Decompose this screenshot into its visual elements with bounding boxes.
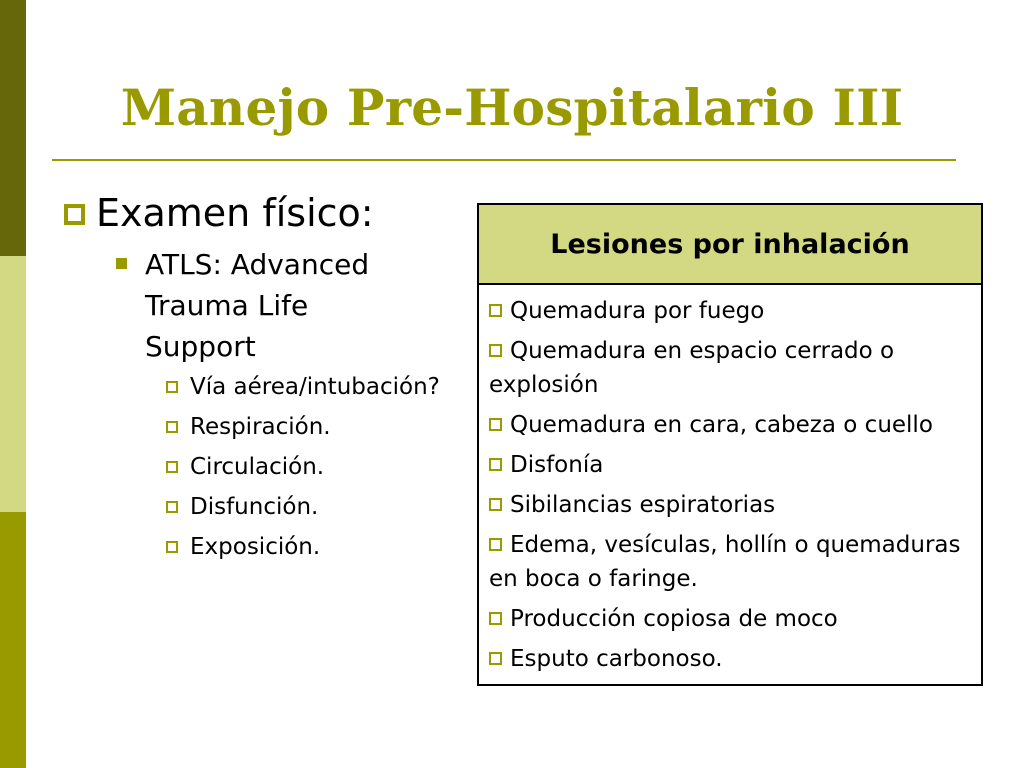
hollow-square-bullet-icon (166, 461, 178, 473)
list-item (166, 371, 466, 403)
slide-title: Manejo Pre-Hospitalario III (120, 78, 904, 137)
table-body (479, 285, 981, 684)
bullet-list (64, 190, 464, 571)
hollow-square-bullet-icon (166, 421, 178, 433)
bullet-heading: Examen físico: (96, 191, 374, 235)
table-item (489, 334, 973, 402)
hollow-square-bullet-icon (489, 652, 502, 665)
hollow-square-bullet-icon (489, 538, 502, 551)
hollow-square-bullet-icon (489, 612, 502, 625)
inhalation-injuries-table (477, 203, 983, 686)
hollow-square-bullet-icon (166, 541, 178, 553)
table-item-text: Quemadura en espacio cerrado o explosión (489, 338, 895, 398)
hollow-square-bullet-icon (489, 344, 502, 357)
table-item-text: Esputo carbonoso. (510, 646, 723, 672)
list-item-text: Disfunción. (190, 494, 319, 520)
table-item-text: Producción copiosa de moco (510, 606, 838, 632)
table-item-text: Disfonía (510, 452, 604, 478)
table-item (489, 448, 973, 482)
list-item (166, 491, 466, 523)
table-item (489, 408, 973, 442)
list-item-text: Vía aérea/intubación? (190, 374, 440, 400)
bullet-level-3-list (166, 371, 464, 563)
side-stripe-top (0, 0, 26, 256)
hollow-square-bullet-icon (489, 418, 502, 431)
list-item (166, 411, 466, 443)
list-item-text: Circulación. (190, 454, 325, 480)
list-item (166, 451, 466, 483)
table-item (489, 528, 973, 596)
list-item (166, 531, 466, 563)
table-item-text: Quemadura en cara, cabeza o cuello (510, 412, 933, 438)
table-item (489, 602, 973, 636)
table-header: Lesiones por inhalación (479, 205, 981, 285)
side-stripe-bottom (0, 512, 26, 768)
filled-square-bullet-icon (116, 258, 127, 269)
table-item (489, 294, 973, 328)
table-item-text: Sibilancias espiratorias (510, 492, 776, 518)
hollow-square-bullet-icon (489, 458, 502, 471)
table-item (489, 488, 973, 522)
list-item-text: Respiración. (190, 414, 331, 440)
table-item-text: Quemadura por fuego (510, 298, 765, 324)
bullet-level-1 (64, 190, 464, 236)
hollow-square-bullet-icon (64, 204, 85, 225)
list-item-text: Exposición. (190, 534, 321, 560)
hollow-square-bullet-icon (166, 501, 178, 513)
bullet-subheading: ATLS: Advanced Trauma Life Support (145, 248, 370, 363)
table-item (489, 642, 973, 676)
side-stripe-middle (0, 256, 26, 512)
hollow-square-bullet-icon (166, 381, 178, 393)
bullet-level-2 (116, 244, 416, 367)
hollow-square-bullet-icon (489, 304, 502, 317)
table-item-text: Edema, vesículas, hollín o quemaduras en boca o faringe. (489, 532, 961, 592)
title-underline (52, 159, 956, 161)
hollow-square-bullet-icon (489, 498, 502, 511)
